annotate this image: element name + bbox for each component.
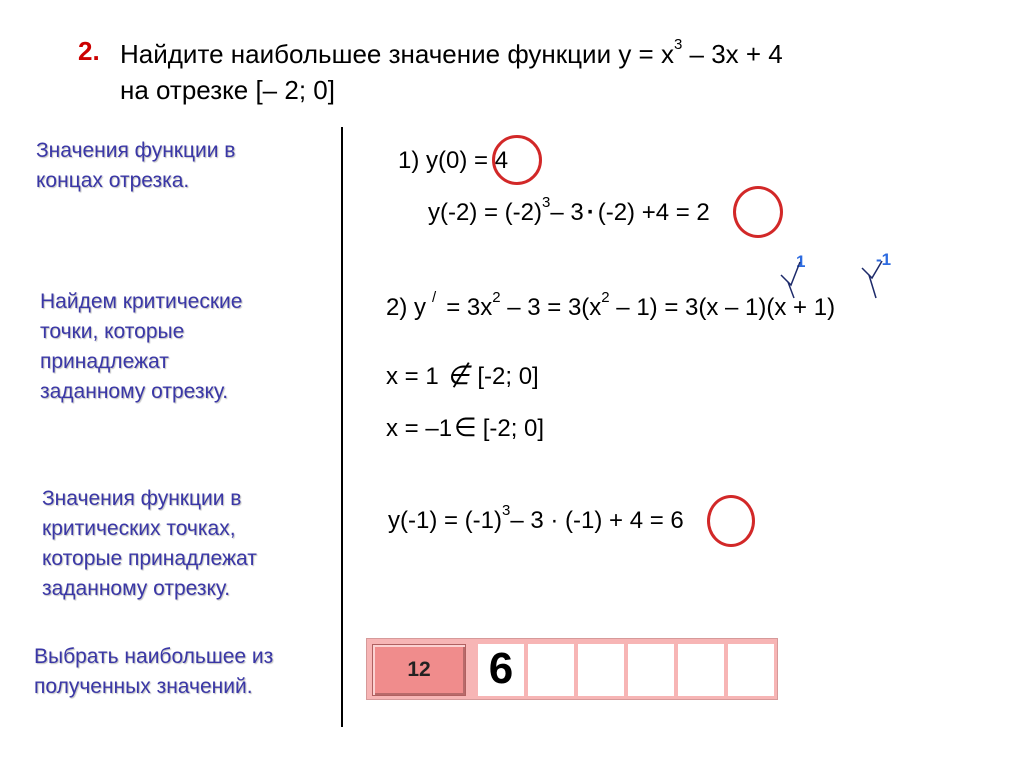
task-exponent: 3: [673, 36, 683, 54]
hint-line: концах отрезка.: [36, 169, 190, 192]
circle-highlight: [707, 495, 755, 547]
step-1-y0: 1) y(0) = 4: [398, 147, 509, 174]
expr-part: [-2; 0]: [482, 415, 545, 442]
expr-part: x = 1: [386, 363, 439, 390]
expr-part: – 1) = 3(x – 1)(x + 1): [609, 294, 836, 321]
expr-part: – 3: [550, 199, 584, 226]
sign-mark-1: 1: [796, 252, 806, 271]
multiply-dot: ·: [586, 199, 595, 226]
hint-endpoint-values: [36, 136, 235, 196]
expr-part: x = –1: [386, 415, 453, 442]
answer-cell[interactable]: [628, 644, 674, 696]
expr-part: (-2) +4 = 2: [597, 199, 710, 226]
sign-mark-minus1: -1: [876, 250, 892, 269]
exponent: 3: [542, 194, 551, 211]
hint-critical-points: [40, 287, 242, 407]
exponent: 3: [502, 502, 511, 519]
hint-line: заданному отрезку.: [42, 577, 231, 600]
element-of-icon: ∈: [454, 412, 477, 442]
task-number: 2.: [78, 36, 100, 66]
hint-line: критических точках,: [42, 517, 236, 540]
expr-part: y(-1) = (-1): [388, 507, 502, 534]
hint-line: Значения функции в: [36, 139, 236, 162]
step-1-ym2: [428, 194, 710, 227]
hint-critical-values: [42, 484, 257, 604]
expr-part: [-2; 0]: [477, 363, 539, 390]
exponent: 2: [601, 289, 610, 306]
critical-point-1: [386, 360, 539, 391]
task-line-1-end: – 3x + 4: [682, 39, 783, 69]
hint-line: заданному отрезку.: [40, 380, 229, 403]
hint-line: принадлежат: [40, 350, 169, 373]
not-element-icon: ∉: [446, 360, 470, 390]
expr-part: – 3 = 3(x: [500, 294, 602, 321]
task-line-2: на отрезке [– 2; 0]: [120, 75, 335, 105]
task-line-1: [120, 36, 783, 72]
answer-digit: 6: [488, 644, 514, 693]
expr-part: 2) y: [386, 294, 427, 321]
circle-highlight: [492, 135, 542, 185]
vertical-divider: [341, 127, 343, 727]
expr-part: = 3x: [446, 294, 493, 321]
answer-task-number: 12: [372, 644, 466, 696]
expr-part: y(-2) = (-2): [428, 199, 542, 226]
hint-line: которые принадлежат: [42, 547, 257, 570]
answer-cell[interactable]: [728, 644, 774, 696]
hint-line: точки, которые: [40, 320, 185, 343]
step-3-value: [388, 502, 684, 535]
hint-line: Выбрать наибольшее из: [34, 645, 274, 668]
exponent: 2: [492, 289, 501, 306]
answer-cell[interactable]: [528, 644, 574, 696]
answer-cell[interactable]: [678, 644, 724, 696]
hint-line: Значения функции в: [42, 487, 242, 510]
hint-line: Найдем критические: [40, 290, 243, 313]
answer-cell[interactable]: [578, 644, 624, 696]
task-line-1-text: Найдите наибольшее значение функции y = x: [120, 39, 674, 69]
circle-highlight: [733, 186, 783, 238]
critical-point-2: [386, 412, 544, 443]
expr-part: – 3 · (-1) + 4 = 6: [510, 507, 684, 534]
task-statement: [120, 36, 783, 108]
hint-line: полученных значений.: [34, 675, 253, 698]
prime: /: [432, 289, 437, 306]
hint-choose-max: [34, 642, 273, 702]
step-2-derivative: [386, 289, 836, 322]
